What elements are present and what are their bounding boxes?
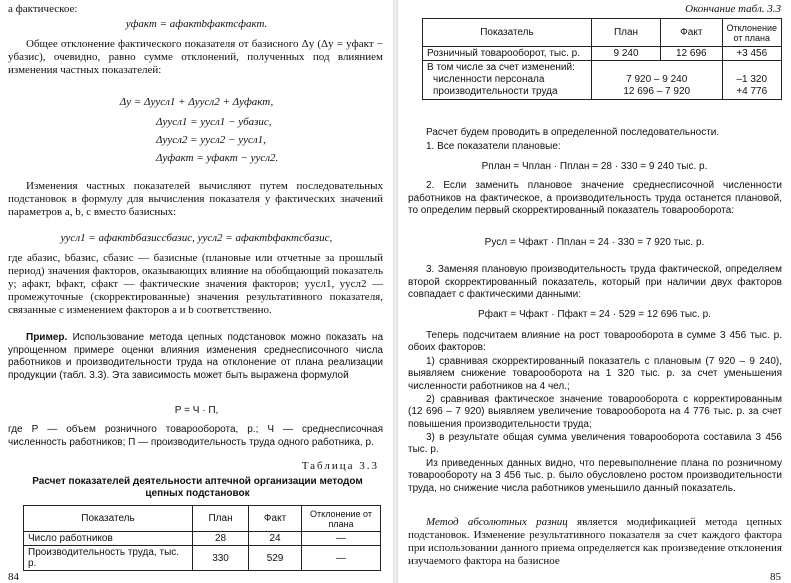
table-cell: — [302, 546, 381, 571]
row-sub-label: численности персонала [433, 74, 545, 85]
table-header: План [591, 19, 660, 47]
equation-delta-3: Δyфакт = yфакт − yусл2. [156, 152, 279, 164]
table-header: План [193, 506, 249, 532]
equation-fact: Рфакт = Чфакт · Пфакт = 24 · 529 = 12 696 тыс. р. [478, 309, 711, 320]
equation-delta-2: Δyусл2 = yусл2 − yусл1, [156, 134, 266, 146]
continuation-table [422, 18, 782, 100]
paragraph-method [408, 516, 782, 568]
table-cell: 9 240 [591, 47, 660, 61]
table-header: Факт [661, 19, 722, 47]
page-number: 85 [770, 571, 781, 583]
table-cell: 24 [249, 532, 302, 546]
row-title: В том числе за счет изменений: [427, 62, 575, 73]
equation-fact: yфакт = aфактbфактcфакт. [125, 18, 268, 30]
table-title: Расчет показателей деятельности аптечной организации методом цепных подстановок [32, 476, 363, 499]
table-row [24, 532, 381, 546]
example-label: Пример. [26, 332, 68, 343]
table-cell: — [302, 532, 381, 546]
method-name: Метод абсолютных разниц [426, 516, 568, 528]
table-cell [722, 61, 782, 100]
row-sub-value: 7 920 – 9 240 [626, 74, 688, 85]
example-paragraph [8, 332, 383, 382]
table-cell [423, 61, 592, 100]
table-header-row [24, 506, 381, 532]
equation-delta-1: Δyусл1 = yусл1 − yбазис, [156, 116, 272, 128]
table-row [24, 546, 381, 571]
table-header-row [423, 19, 782, 47]
paragraph-point-2: 2) сравнивая фактическое значение товарооборота с корректированным (12 696 – 7 920) выявляем увеличение товарооборота на 4 776 тыс. р. за счет повышения производительности труда; [408, 394, 782, 430]
paragraph-2: Изменения частных показателей вычисляют путем последовательных подстановок в формулу для вычисления показателя y фактических значений параметров a, b, c вместо базисных: [8, 180, 383, 218]
paragraph-point-1: 1) сравнивая скорректированный показатель с плановым (7 920 – 9 240), выявляем снижение товарооборота на 1 320 тыс. р. за счет уменьшения численности работников на 4 чел.; [408, 356, 782, 392]
row-sub-label: производительности труда [433, 86, 558, 97]
paragraph-step-3: 3. Заменяя плановую производительность труда фактической, определяем второй скорректированный показатель, который при наличии двух факторов совпадает с фактическими данными: [408, 264, 782, 301]
left-page [0, 0, 393, 583]
method-text: является модификацией метода цепных подстановок. Изменение результативного показателя за счет каждого фактора при использовании данного приема определяется как произведение отклонения изучаемого фактора на базисное [408, 516, 782, 567]
formula: Р = Ч · П, [174, 405, 219, 416]
paragraph-step-2: 2. Если заменить плановое значение среднесписочной численности работников на фактическое, а производительность труда останется плановой, то определим первый скорректированный показатель товарооборота: [408, 180, 782, 217]
equation-conditional: Русл = Чфакт · Пплан = 24 · 330 = 7 920 тыс. р. [484, 237, 705, 248]
table-cell: 28 [193, 532, 249, 546]
table-row [423, 47, 782, 61]
example-text: Использование метода цепных подстановок можно показать на упрощенном примере оценки влияния изменения среднесписочного числа работников и производительности труда на отклонение от плана реализации продукции (табл. 3.3). Эта зависимость может быть выражена формулой [8, 332, 384, 381]
table-cell: 529 [249, 546, 302, 571]
table-cell [591, 61, 722, 100]
intro-text: а фактическое: [8, 3, 78, 15]
paragraph-1: Общее отклонение фактического показателя от базисного Δy (Δy = yфакт − yбазис), очевидно, равно сумме отклонений, полученных под влиянием изменения частных показателей: [8, 38, 383, 76]
row-sub-deviation: –1 320 [736, 74, 768, 85]
table-cell: +3 456 [722, 47, 782, 61]
paragraph-point-3: 3) в результате общая сумма увеличения товарооборота составила 3 456 тыс. р. [408, 432, 782, 456]
equation-plan: Рплан = Чплан · Пплан = 28 · 330 = 9 240 тыс. р. [481, 161, 708, 172]
table-header: Отклонение от плана [722, 19, 782, 47]
equation-conditional: yусл1 = aфактbбазисcбазис, yусл2 = aфактbфактcбазис, [60, 232, 333, 244]
table-header: Факт [249, 506, 302, 532]
table-cell: 12 696 [661, 47, 722, 61]
page-number: 84 [8, 571, 19, 583]
row-sub-value: 12 696 – 7 920 [623, 86, 691, 97]
paragraph-influence: Теперь подсчитаем влияние на рост товарооборота в сумме 3 456 тыс. р. обоих факторов: [408, 330, 782, 354]
paragraph-step-1: 1. Все показатели плановые: [426, 141, 561, 152]
paragraph-conclusion: Из приведенных данных видно, что перевыполнение плана по розничному товарообороту на 3 456 тыс. р. было обусловлено ростом производительности труда, но снижение числа работников уменьшило данный показатель. [408, 458, 782, 494]
paragraph-3: где aбазис, bбазис, cбазис — базисные (плановые или отчетные за прошлый период) значения факторов, оказывающих влияние на обобщающий показатель y; aфакт, bфакт, cфакт — фактические значения факторов; yусл1, yусл2 — промежуточные (скорректированные) значения результативного показателя, связанные с изменением факторов a и b соответственно. [8, 252, 383, 316]
table-cell: Розничный товарооборот, тыс. р. [423, 47, 592, 61]
table-label: Таблица 3.3 [301, 460, 379, 472]
table-cell: Число работников [24, 532, 193, 546]
row-sub-deviation: +4 776 [736, 86, 768, 97]
table-cell: Производительность труда, тыс. р. [24, 546, 193, 571]
table-header: Показатель [24, 506, 193, 532]
table-header: Показатель [423, 19, 592, 47]
paragraph-sequence: Расчет будем проводить в определенной последовательности. [426, 127, 720, 138]
table-row [423, 61, 782, 100]
right-page [398, 0, 791, 583]
equation-sum: Δy = Δyусл1 + Δyусл2 + Δyфакт, [119, 96, 274, 108]
calc-table [23, 505, 381, 571]
table-continuation-label: Окончание табл. 3.3 [685, 3, 781, 15]
table-header: Отклонение от плана [302, 506, 381, 532]
table-cell: 330 [193, 546, 249, 571]
paragraph-4: где Р — объем розничного товарооборота, р.; Ч — среднесписочная численность работников; П — производительность труда одного работника, р. [8, 424, 383, 448]
